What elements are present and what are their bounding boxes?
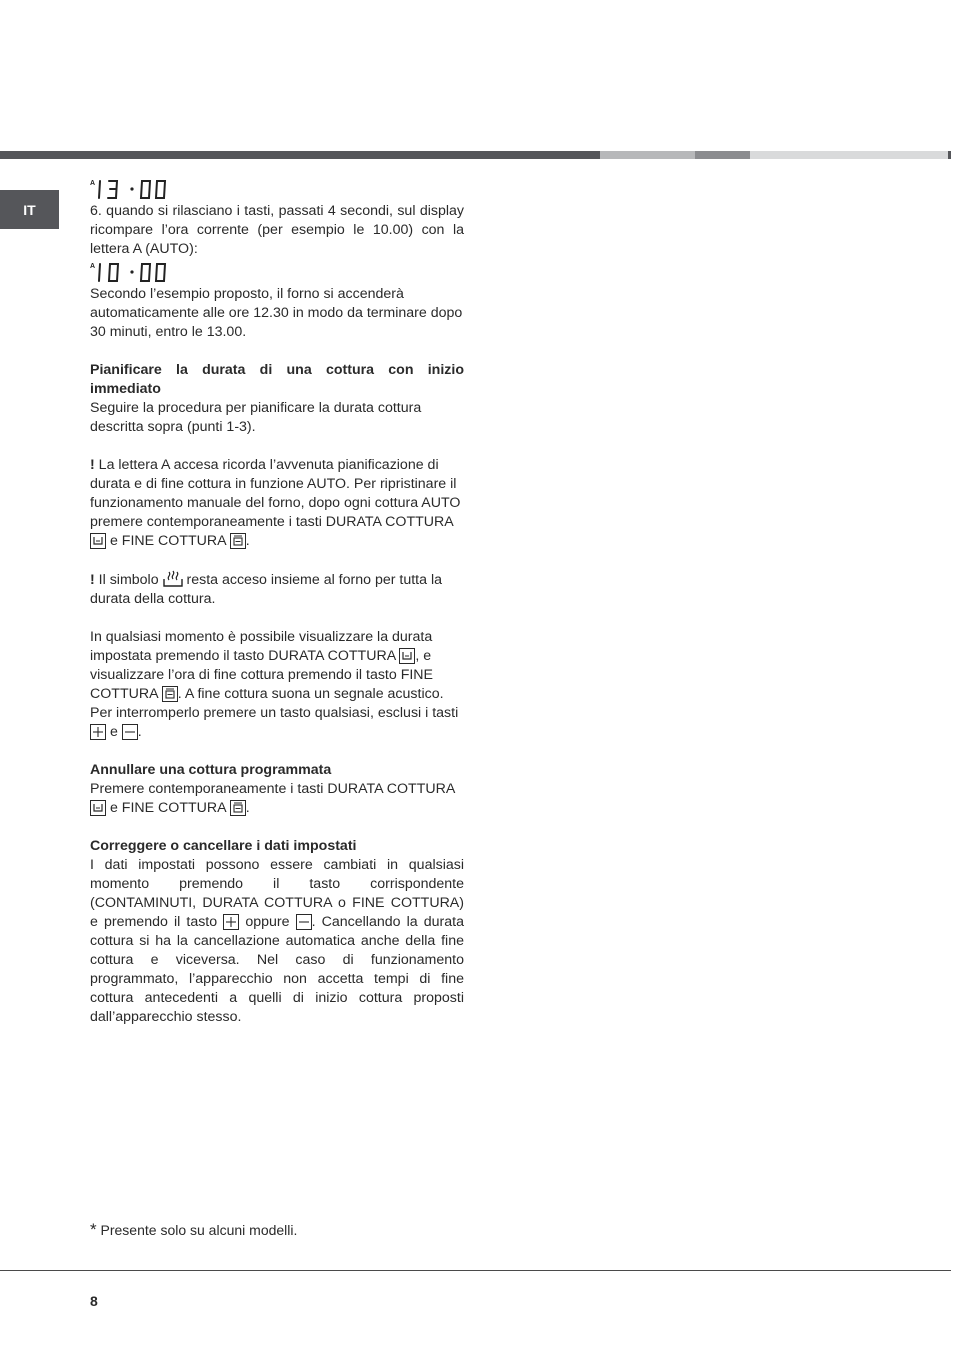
minus-key-icon (122, 724, 138, 740)
display-info-a: In qualsiasi momento è possibile visualizzare la durata impostata premendo il tasto DURATA COTTURA (90, 629, 433, 664)
header-bar-gray (695, 151, 750, 159)
end-cooking-key-icon (230, 533, 246, 549)
note-auto-text-2: e FINE COTTURA (106, 533, 230, 549)
example-text: Secondo l’esempio proposto, il forno si accenderà automaticamente alle ore 12.30 in modo da terminare dopo 30 minuti, entro le 13.00. (90, 286, 463, 340)
duration-key-icon (399, 648, 415, 664)
display-info-c: . A fine cottura suona un segnale acustico. Per interromperlo premere un tasto qualsiasi, esclusi i tasti (90, 686, 459, 721)
lcd-display-1 (90, 176, 180, 202)
correct-text-c: . Cancellando la durata cottura si ha la cancellazione automatica anche della fine cottura e viceversa. Nel caso di funzionamento programmato, l’apparecchio non accetta tempi di fine cottura antecedenti a quelli di inizio cottura proposti dall’apparecchio stesso. (90, 914, 464, 1025)
note-auto-text: La lettera A accesa ricorda l’avvenuta pianificazione di durata e di fine cottura in funzione AUTO. Per ripristinare il funzionamento manuale del forno, dopo ogni cottura AUTO premere contemporaneamente i tasti DURATA COTTURA (90, 457, 461, 530)
section-title-immediate: Pianificare la durata di una cottura con inizio immediato (90, 362, 464, 397)
footnote-text: Presente solo su alcuni modelli. (96, 1222, 298, 1238)
correct-text-b: oppure (239, 914, 296, 930)
note-auto-end: . (245, 533, 250, 549)
note-symbol-text-2: resta acceso insieme al forno per tutta la durata della cottura. (90, 572, 442, 607)
end-cooking-key-icon (230, 800, 246, 816)
display-info-d: e (106, 724, 122, 740)
header-bar-end (948, 151, 951, 159)
section-text-cancel (90, 780, 464, 818)
step-6-text: 6. quando si rilasciano i tasti, passati 4 secondi, sul display ricompare l’ora corrente (per esempio le 10.00) con la lettera A (AUTO): (90, 203, 464, 257)
section-title-correct: Correggere o cancellare i dati impostati (90, 838, 357, 854)
duration-key-icon (90, 800, 106, 816)
cancel-text-b: e FINE COTTURA (106, 800, 230, 816)
header-bar-dark (0, 151, 600, 159)
footnote (90, 1220, 297, 1240)
lcd-indicator: A (90, 180, 96, 187)
header-bar-mid (600, 151, 695, 159)
oven-heat-icon (163, 570, 183, 588)
note-symbol (90, 570, 464, 609)
correct-text-a: I dati impostati possono essere cambiati in qualsiasi momento premendo il tasto corrispondente (CONTAMINUTI, DURATA COTTURA o FINE COTTURA) e premendo il tasto (90, 857, 464, 930)
footnote-mark: * (90, 1220, 97, 1239)
plus-key-icon (90, 724, 106, 740)
cancel-text-c: . (245, 800, 250, 816)
section-title-cancel: Annullare una cottura programmata (90, 762, 332, 778)
duration-key-icon (90, 533, 106, 549)
display-info-e: . (137, 724, 142, 740)
section-text-correct (90, 856, 464, 1027)
cancel-text-a: Premere contemporaneamente i tasti DURATA COTTURA (90, 781, 455, 797)
page-number: 8 (90, 1293, 98, 1309)
section-text-immediate: Seguire la procedura per pianificare la durata cottura descritta sopra (punti 1-3). (90, 400, 422, 435)
end-cooking-key-icon (162, 686, 178, 702)
warning-mark: ! (90, 457, 95, 473)
note-auto (90, 456, 464, 551)
header-bar-light (750, 151, 948, 159)
warning-mark: ! (90, 572, 95, 588)
language-tab (0, 190, 59, 229)
display-info-text (90, 628, 464, 742)
note-symbol-text: Il simbolo (94, 572, 163, 588)
lcd-indicator: A (90, 263, 96, 270)
minus-key-icon (296, 914, 312, 930)
main-column (90, 176, 464, 1027)
plus-key-icon (223, 914, 239, 930)
footer-divider (0, 1270, 951, 1271)
display-info-b: , e visualizzare l’ora di fine cottura premendo il tasto FINE COTTURA (90, 648, 434, 702)
language-label: IT (23, 201, 36, 218)
lcd-display-2 (90, 259, 180, 285)
